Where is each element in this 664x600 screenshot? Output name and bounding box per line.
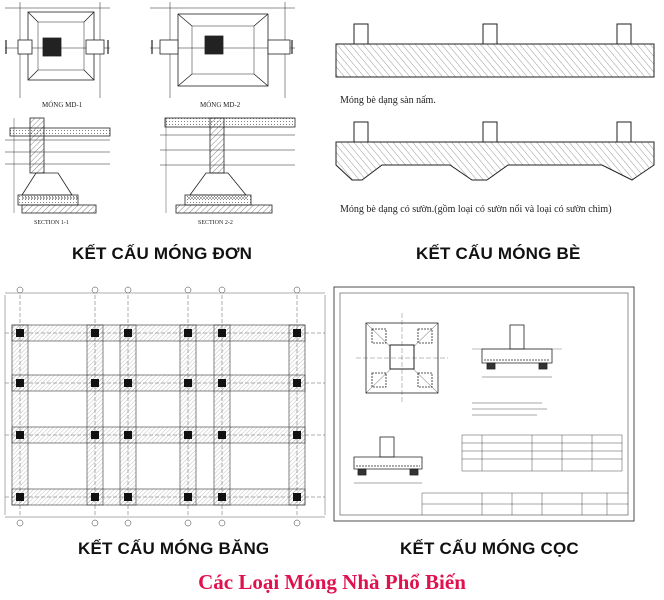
caption-raft-2: Móng bè dạng có sườn.(gồm loại có sườn nổi và loại có sườn chìm): [340, 204, 612, 215]
section-1-1: [5, 118, 110, 213]
mong-bang-drawing: [0, 285, 330, 530]
page-title: Các Loại Móng Nhà Phổ Biến: [198, 570, 466, 594]
pile-cap-section-b: [354, 437, 422, 483]
sheet-border: [334, 287, 634, 521]
section-2-2-label: SECTION 2-2: [198, 220, 233, 226]
plan-md2-label: MÓNG MD-2: [200, 101, 241, 109]
mong-don-drawing: [0, 0, 330, 240]
plan-md1: [5, 2, 110, 98]
panel-mong-bang: [0, 285, 330, 565]
pile-cap-plan: [356, 313, 448, 403]
columns: [16, 329, 301, 501]
caption-raft-1: Móng bè dạng sàn nấm.: [340, 95, 436, 106]
panel-mong-coc: [332, 285, 664, 565]
panel-mong-don: [0, 0, 330, 263]
mong-be-drawing: [332, 0, 664, 240]
plan-md1-label: MÓNG MD-1: [42, 101, 83, 109]
label-mong-don: KẾT CẤU MÓNG ĐƠN: [72, 244, 253, 263]
label-mong-be: KẾT CẤU MÓNG BÈ: [416, 244, 581, 263]
strip-footings: [12, 325, 305, 505]
pile-cap-section-a: [472, 325, 562, 377]
mong-coc-drawing: [332, 285, 664, 530]
panel-mong-be: [332, 0, 664, 270]
plan-md2: [150, 2, 295, 98]
raft-ribbed: [336, 122, 654, 180]
label-mong-bang: KẾT CẤU MÓNG BĂNG: [78, 539, 270, 558]
label-mong-coc: KẾT CẤU MÓNG CỌC: [400, 539, 579, 558]
section-2-2: [160, 118, 295, 213]
notes-table: [462, 403, 622, 471]
title-block: [422, 493, 628, 515]
raft-flat-slab: [336, 24, 654, 77]
section-1-1-label: SECTION 1-1: [34, 220, 69, 226]
